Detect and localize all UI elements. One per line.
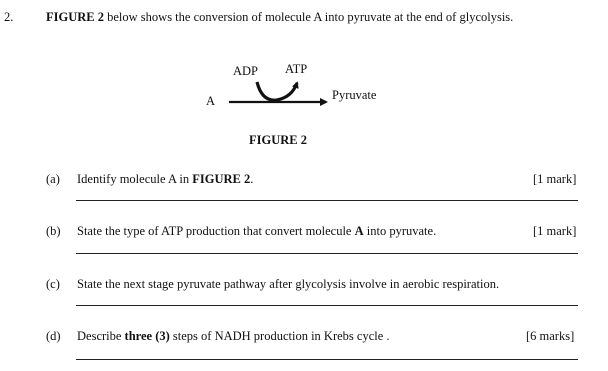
part-b-text: State the type of ATP production that convert molecule	[77, 224, 355, 238]
part-c-letter: (c)	[46, 277, 60, 291]
part-b-question	[77, 224, 436, 239]
question-intro-text: below shows the conversion of molecule A into pyruvate at the end of glycolysis.	[104, 10, 514, 24]
part-a-question	[77, 172, 253, 187]
part-a-answer-line[interactable]	[76, 200, 578, 201]
part-d-letter: (d)	[46, 329, 61, 343]
part-d-text: Describe	[77, 329, 125, 343]
part-b-letter: (b)	[46, 224, 61, 238]
figure-a-label: A	[206, 94, 216, 108]
part-d-answer-line[interactable]	[76, 359, 578, 360]
part-d-text-end: steps of NADH production in Krebs cycle .	[169, 329, 390, 343]
figure-atp-label: ATP	[285, 62, 308, 76]
part-a-marks: [1 mark]	[533, 172, 577, 186]
figure-pyruvate-label: Pyruvate	[332, 88, 377, 102]
part-a-text-end: .	[250, 172, 254, 186]
part-c-question	[77, 277, 499, 292]
part-b-marks: [1 mark]	[533, 224, 577, 238]
part-b-answer-line[interactable]	[76, 253, 578, 254]
part-c-answer-line[interactable]	[76, 305, 578, 306]
part-a-figure-ref: FIGURE 2	[192, 172, 251, 186]
adp-atp-curve-arrow	[257, 82, 297, 100]
part-a-letter: (a)	[46, 172, 60, 186]
part-d-count: three (3)	[124, 329, 170, 343]
part-b-text-end: into pyruvate.	[363, 224, 437, 238]
figure-adp-label: ADP	[233, 64, 259, 78]
question-intro-figure-ref: FIGURE 2	[46, 10, 104, 24]
part-b-molecule-ref: A	[354, 224, 364, 238]
part-d-question	[77, 329, 390, 344]
question-number: 2.	[4, 10, 14, 24]
part-d-marks: [6 marks]	[526, 329, 575, 343]
part-c-text: State the next stage pyruvate pathway after glycolysis involve in aerobic respiration.	[77, 277, 500, 291]
part-a-text: Identify molecule A in	[77, 172, 193, 186]
figure-caption: FIGURE 2	[249, 133, 307, 147]
